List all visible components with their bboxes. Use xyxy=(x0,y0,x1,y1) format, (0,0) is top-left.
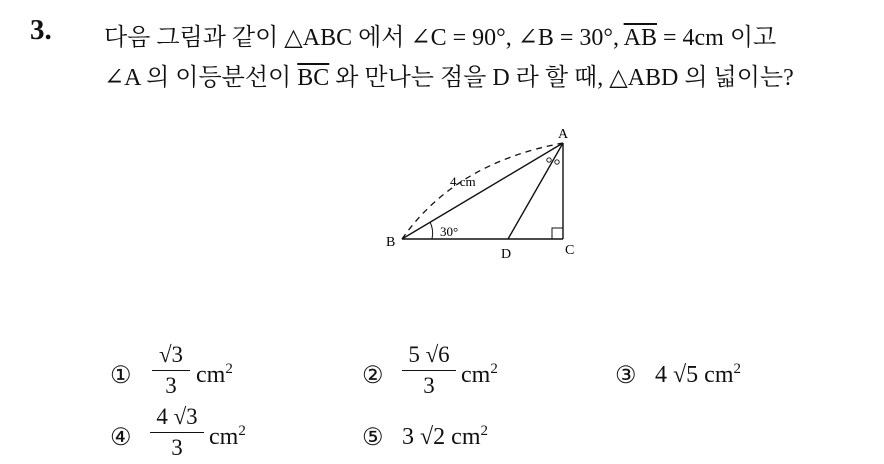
choice-1-unit: $cm^2$ xyxy=(196,361,233,388)
label-d: D xyxy=(501,247,512,262)
question-text-2: ∠A 의 이등분선이 xyxy=(104,65,298,91)
choice-2-fraction[interactable] xyxy=(402,340,456,401)
choice-2-numerator: 5 √6 xyxy=(402,340,456,371)
question-text-2-end: 와 만나는 점을 D 라 할 때, △ABD 의 넓이는? xyxy=(329,65,794,91)
choice-1-marker[interactable]: ① xyxy=(110,363,132,389)
segment-bc: $\overline{BC}$ xyxy=(297,65,330,91)
choice-4-fraction[interactable] xyxy=(150,402,204,463)
side-ab xyxy=(402,143,563,239)
label-b: B xyxy=(386,235,396,250)
question-number: 3. xyxy=(30,14,52,46)
question-line-1 xyxy=(104,17,776,52)
label-c: C xyxy=(565,243,575,258)
label-length: 4 cm xyxy=(450,174,476,189)
choice-1-numerator: √3 xyxy=(152,340,190,371)
angle-mark-1 xyxy=(547,158,551,162)
right-angle-mark xyxy=(552,228,563,239)
segment-ab: $\overline{AB}$ xyxy=(623,25,657,51)
choice-1-fraction[interactable] xyxy=(152,340,190,401)
choice-5-expression[interactable]: 3 √2 $cm^2$ xyxy=(402,423,488,450)
triangle-diagram xyxy=(360,118,600,268)
choice-1-denominator: 3 xyxy=(165,373,177,398)
triangle-figure xyxy=(360,118,600,273)
choice-4-unit: $cm^2$ xyxy=(209,423,246,450)
choice-2-unit: $cm^2$ xyxy=(461,361,498,388)
question-line-2 xyxy=(104,57,794,92)
choice-4-marker[interactable]: ④ xyxy=(110,425,132,451)
choice-2-denominator: 3 xyxy=(423,373,435,398)
choice-5-marker[interactable]: ⑤ xyxy=(362,425,384,451)
question-text-1: 다음 그림과 같이 △ABC 에서 ∠C = 90°, ∠B = 30°, xyxy=(104,25,624,51)
label-a: A xyxy=(558,127,569,142)
choice-4-numerator: 4 √3 xyxy=(150,402,204,433)
label-angle: 30° xyxy=(440,224,459,239)
angle-arc-b xyxy=(430,222,433,239)
question-text-1-end: = 4cm 이고 xyxy=(656,25,777,51)
choice-4-denominator: 3 xyxy=(171,435,183,460)
choice-3-marker[interactable]: ③ xyxy=(615,363,637,389)
angle-mark-2 xyxy=(555,160,559,164)
choice-2-marker[interactable]: ② xyxy=(362,363,384,389)
choice-3-expression[interactable]: 4 √5 $cm^2$ xyxy=(655,361,741,388)
bisector-ad xyxy=(508,143,563,239)
